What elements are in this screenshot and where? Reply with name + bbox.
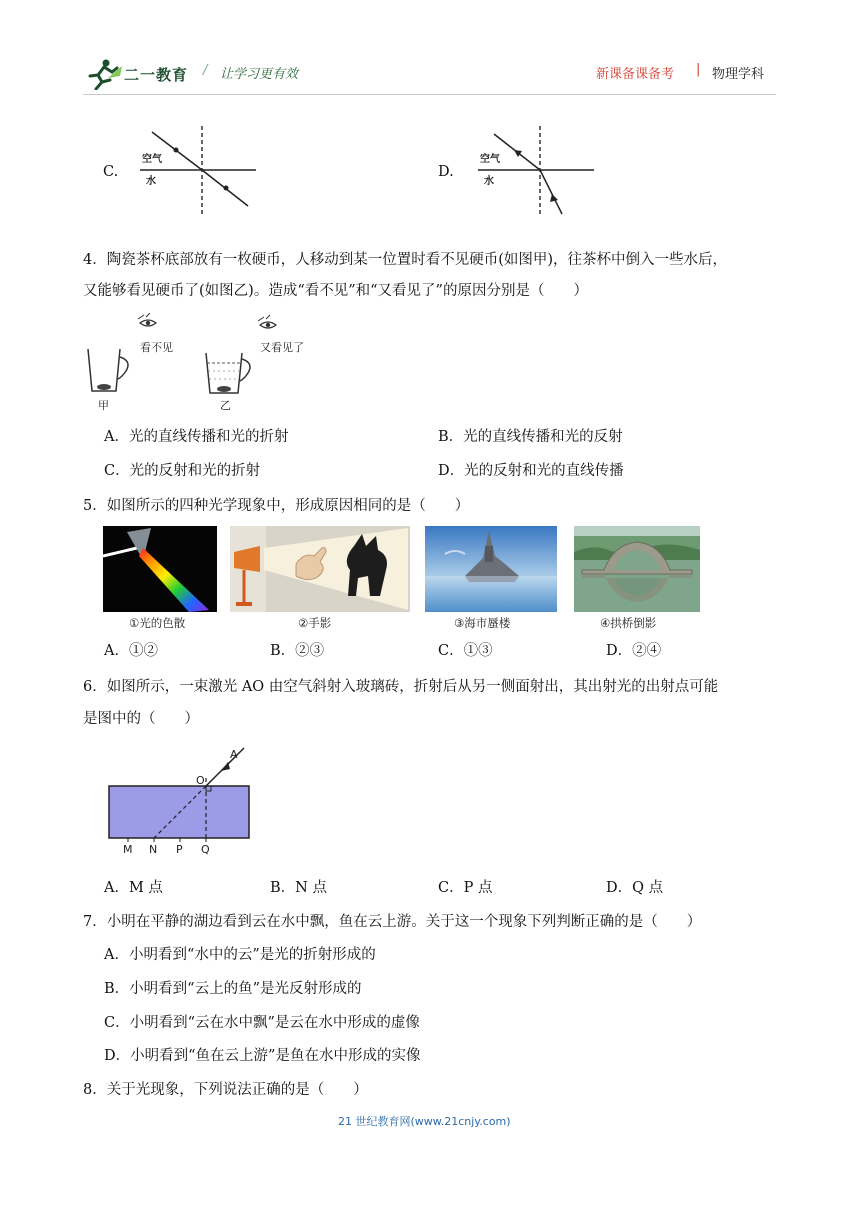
q4-stem-line2: 又能够看见硬币了(如图乙)。造成“看不见”和“又看见了”的原因分别是（ ） bbox=[83, 283, 588, 299]
q5-option-d: D．②④ bbox=[606, 643, 662, 659]
q6-glass-block-figure bbox=[104, 742, 256, 856]
header-subject: 物理学科 bbox=[712, 67, 765, 82]
logo-text: 二一教育 bbox=[124, 66, 189, 84]
q6-label-p: P bbox=[176, 843, 183, 856]
q5-stem: 5．如图所示的四种光学现象中，形成原因相同的是（ ） bbox=[83, 498, 470, 514]
q6-label-o: O bbox=[196, 774, 205, 787]
q7-option-c: C．小明看到“云在水中飘”是云在水中形成的虚像 bbox=[104, 1015, 420, 1031]
q5-image-bridge-reflection bbox=[574, 526, 700, 612]
q5-image-mirage bbox=[425, 526, 557, 612]
header-bar: | bbox=[696, 62, 701, 77]
q6-label-m: M bbox=[123, 843, 133, 856]
q5-caption-4: ④拱桥倒影 bbox=[600, 616, 657, 630]
q4-stem-line1: 4．陶瓷茶杯底部放有一枚硬币，人移动到某一位置时看不见硬币(如图甲)，往茶杯中倒入一些水后， bbox=[83, 252, 728, 268]
q8-stem: 8．关于光现象，下列说法正确的是（ ） bbox=[83, 1082, 368, 1098]
logo-runner-icon bbox=[84, 58, 124, 90]
q5-image-dispersion bbox=[103, 526, 217, 612]
q5-option-b: B．②③ bbox=[270, 643, 325, 659]
q6-label-a: A bbox=[230, 748, 238, 761]
q6-option-a: A．M 点 bbox=[104, 880, 163, 896]
q3-option-d-diagram bbox=[476, 124, 596, 216]
q5-option-c: C．①③ bbox=[438, 643, 493, 659]
q6-option-b: B．N 点 bbox=[270, 880, 327, 896]
q4-label-cannot-see: 看不见 bbox=[140, 341, 173, 354]
q4-caption-yi: 乙 bbox=[220, 399, 231, 412]
q5-caption-3: ③海市蜃楼 bbox=[454, 616, 511, 630]
q5-caption-2: ②手影 bbox=[298, 616, 332, 630]
q6-label-n: N bbox=[149, 843, 158, 856]
q4-cups-figure bbox=[82, 313, 306, 413]
q4-label-see-again: 又看见了 bbox=[260, 341, 304, 354]
q4-option-b: B．光的直线传播和光的反射 bbox=[438, 429, 623, 445]
q3-option-c-diagram bbox=[138, 124, 258, 216]
q7-option-a: A．小明看到“水中的云”是光的折射形成的 bbox=[104, 947, 376, 963]
header-course-label: 新课备课备考 bbox=[596, 67, 675, 82]
header-divider bbox=[83, 94, 776, 95]
q5-image-hand-shadow bbox=[230, 526, 410, 612]
q4-option-c: C．光的反射和光的折射 bbox=[104, 463, 261, 479]
header-separator: / bbox=[203, 63, 208, 78]
q3-c-water-label: 水 bbox=[146, 176, 156, 187]
q3-d-water-label: 水 bbox=[484, 176, 494, 187]
q4-option-a: A．光的直线传播和光的折射 bbox=[104, 429, 289, 445]
q5-caption-1: ①光的色散 bbox=[129, 616, 186, 630]
q3-d-air-label: 空气 bbox=[480, 154, 500, 165]
header-slogan: 让学习更有效 bbox=[220, 67, 299, 82]
q6-stem-line2: 是图中的（ ） bbox=[83, 711, 199, 727]
page-footer: 21 世纪教育网(www.21cnjy.com) bbox=[338, 1115, 511, 1128]
q7-option-b: B．小明看到“云上的鱼”是光反射形成的 bbox=[104, 981, 362, 997]
q3-option-c-label: C. bbox=[103, 164, 119, 180]
q5-option-a: A．①② bbox=[104, 643, 158, 659]
q6-option-d: D．Q 点 bbox=[606, 880, 664, 896]
q3-option-d-label: D. bbox=[438, 164, 454, 180]
q7-option-d: D．小明看到“鱼在云上游”是鱼在水中形成的实像 bbox=[104, 1048, 421, 1064]
q6-label-q: Q bbox=[201, 843, 210, 856]
q6-stem-line1: 6．如图所示，一束激光 AO 由空气斜射入玻璃砖，折射后从另一侧面射出，其出射光的出射点可能 bbox=[83, 679, 719, 695]
q7-stem: 7．小明在平静的湖边看到云在水中飘，鱼在云上游。关于这一个现象下列判断正确的是（ ） bbox=[83, 914, 702, 930]
q4-option-d: D．光的反射和光的直线传播 bbox=[438, 463, 624, 479]
header bbox=[0, 0, 860, 100]
q6-option-c: C．P 点 bbox=[438, 880, 493, 896]
q3-c-air-label: 空气 bbox=[142, 154, 162, 165]
q4-caption-jia: 甲 bbox=[98, 399, 109, 412]
